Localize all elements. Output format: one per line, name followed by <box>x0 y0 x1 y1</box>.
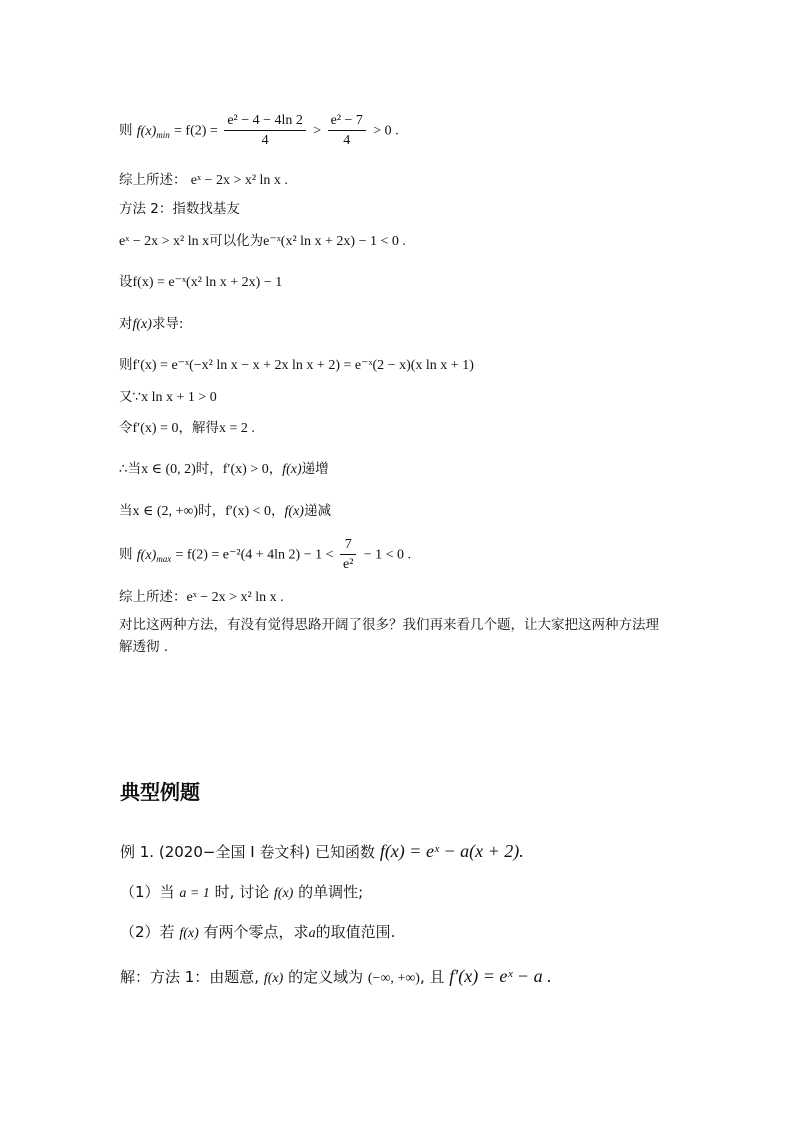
text-prefix: 对 <box>119 316 133 332</box>
example-1-part-2 <box>120 921 395 945</box>
text-mid: 的定义域为 <box>288 968 364 986</box>
text-mid: 时， <box>195 461 223 477</box>
math-derivative-sign: f′(x) < 0 <box>225 504 272 519</box>
text-comma: ， <box>271 503 285 519</box>
math-fx: f(x) <box>284 504 304 519</box>
derive-line <box>119 314 184 335</box>
math-fx: f(x) <box>273 886 294 901</box>
text-prefix: 设 <box>119 274 133 290</box>
math-inequality: eˣ − 2x > x² ln x . <box>186 590 284 605</box>
text-mid: 有两个零点，求 <box>203 923 309 941</box>
math-solution: x = 2 . <box>218 421 255 436</box>
text-prefix: 又∵ <box>119 389 142 405</box>
section-heading: 典型例题 <box>120 780 200 804</box>
math-fmin: $f(x)_{min}$ <box>136 123 170 140</box>
example-1-statement <box>120 840 524 863</box>
math-eq: f′(x) = 0 <box>132 421 179 436</box>
text-suffix: 的取值范围. <box>315 923 396 941</box>
because-line <box>119 387 217 408</box>
solve-line <box>119 418 255 439</box>
math-a: a <box>308 926 316 941</box>
fraction-3: $\frac{7}{\text{e²}}$ <box>340 535 356 574</box>
math-fx: f(x) <box>282 462 302 477</box>
text-prefix: 则 <box>119 546 133 563</box>
math-derivative: f′(x) = eˣ − a . <box>449 966 552 986</box>
text-prefix: 综上所述： <box>119 172 187 188</box>
solution-method-1 <box>120 965 552 990</box>
math-condition: x ln x + 1 > 0 <box>141 390 217 405</box>
conclusion-line-2 <box>119 587 284 608</box>
text-prefix: 令 <box>119 420 133 436</box>
text-mid: 时， <box>198 503 226 519</box>
math-definition: f(x) = e⁻ˣ(x² ln x + 2x) − 1 <box>132 275 283 290</box>
gt-sign: > <box>313 123 325 139</box>
derivative-line <box>119 355 474 376</box>
text-mid: 可以化为 <box>209 233 264 249</box>
comparison-paragraph-line-1: 对比这两种方法，有没有觉得思路开阔了很多？我们再来看几个题，让大家把这两种方法理 <box>119 617 659 633</box>
method-2-title: 方法 2：指数找基友 <box>119 201 240 217</box>
text-prefix: 解：方法 1：由题意, <box>120 968 260 986</box>
text-mid: ，解得 <box>178 420 219 436</box>
math-f2: = f(2) = <box>174 123 222 139</box>
math-inequality: eˣ − 2x > x² ln x . <box>190 173 288 188</box>
text-prefix: 当 <box>119 503 133 519</box>
decreasing-line <box>119 501 331 522</box>
math-f2: = f(2) = e⁻²(4 + 4ln 2) − 1 < <box>175 547 338 563</box>
example-1-part-1 <box>120 881 363 905</box>
math-inequality: eˣ − 2x > x² ln x <box>119 234 210 249</box>
text-mid: 时, 讨论 <box>214 883 270 901</box>
fraction-2: $\frac{\text{e² − 7}}{4}$ <box>328 111 366 150</box>
text-suffix: 递增 <box>301 461 329 477</box>
text-prefix: ∴当 <box>119 461 142 477</box>
math-fx: f(x) <box>179 926 199 941</box>
max-value-line <box>119 535 411 574</box>
text-prefix: 例 1. (2020−全国 I 卷文科) 已知函数 <box>120 843 376 861</box>
text-suffix: 求导: <box>151 316 184 332</box>
conclusion-line-1 <box>119 170 288 191</box>
text-mid: , 且 <box>419 968 445 986</box>
math-derivative-sign: f′(x) > 0 <box>222 462 269 477</box>
define-f-line <box>119 272 282 293</box>
min-value-line <box>119 111 399 150</box>
text-suffix: 的单调性; <box>298 883 364 901</box>
rewrite-line <box>119 231 406 252</box>
text-suffix: 递减 <box>303 503 331 519</box>
text-prefix: （2）若 <box>120 923 175 941</box>
comparison-paragraph-line-2: 解透彻 . <box>119 639 169 655</box>
fraction-1: $\frac{\text{e² − 4 − 4ln 2}}{4}$ <box>224 111 306 150</box>
math-fx: f(x) <box>132 317 152 332</box>
math-fx: f(x) <box>263 971 284 986</box>
text-prefix: 综上所述： <box>119 589 187 605</box>
text-comma: ， <box>268 461 283 477</box>
math-tail: − 1 < 0 . <box>363 547 412 563</box>
math-function: f(x) = eˣ − a(x + 2). <box>379 841 524 861</box>
math-rewritten: e⁻ˣ(x² ln x + 2x) − 1 < 0 . <box>263 234 406 249</box>
text-prefix: 则 <box>119 357 133 373</box>
math-derivative: f′(x) = e⁻ˣ(−x² ln x − x + 2x ln x + 2) = e⁻ˣ(2 − x)(x ln x + 1) <box>132 358 474 373</box>
text-prefix: 则 <box>119 122 133 139</box>
math-a-value: a = 1 <box>179 886 210 901</box>
math-domain: (−∞, +∞) <box>367 971 420 986</box>
increasing-line <box>119 459 329 480</box>
math-fmax: $f(x)_{max}$ <box>136 547 172 564</box>
math-tail: > 0 . <box>373 123 399 139</box>
text-prefix: （1）当 <box>120 883 175 901</box>
math-interval: x ∈ (0, 2) <box>141 462 196 477</box>
math-interval: x ∈ (2, +∞) <box>132 504 199 519</box>
